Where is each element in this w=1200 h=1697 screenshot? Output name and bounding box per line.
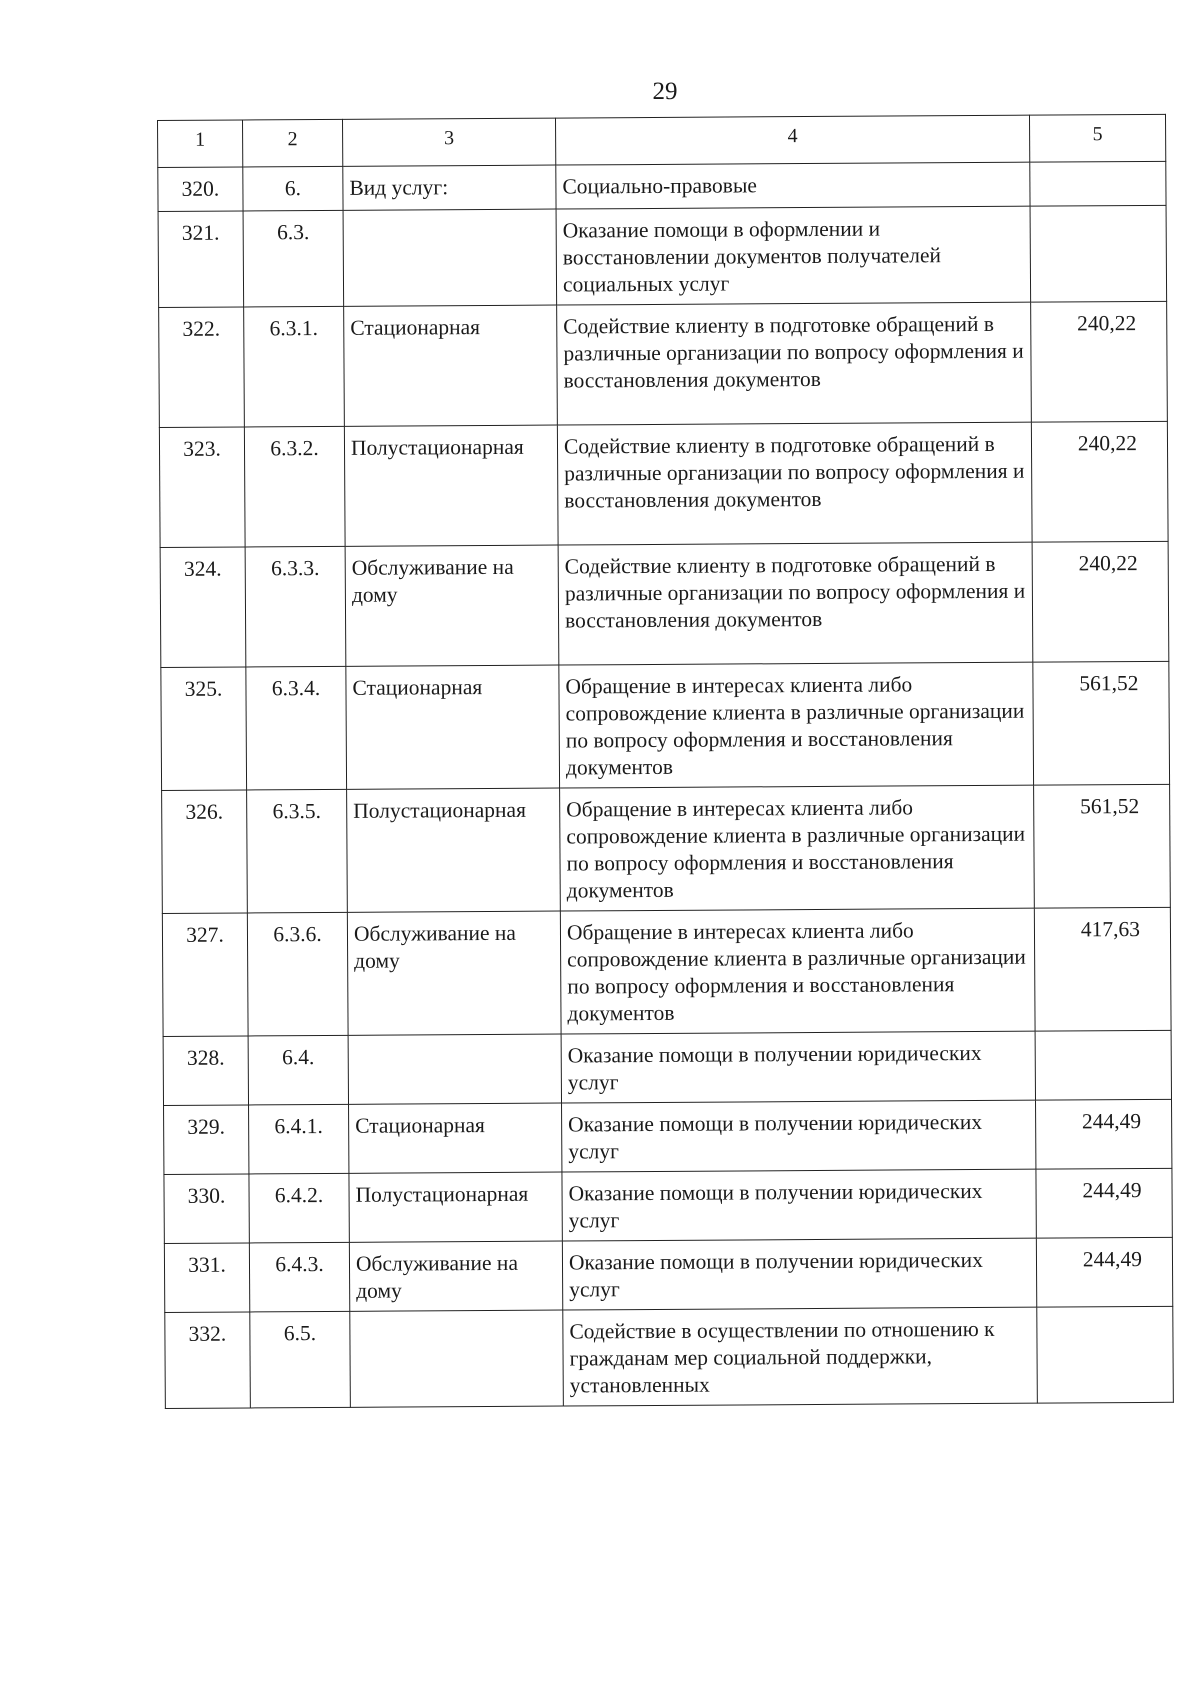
- row-number-cell: 325.: [161, 667, 247, 791]
- service-code-cell: 6.3.: [243, 210, 344, 307]
- row-number-cell: 327.: [162, 913, 248, 1037]
- column-header: 4: [555, 115, 1029, 165]
- tariff-price-cell: 240,22: [1031, 301, 1168, 422]
- table-row: [162, 907, 1171, 1036]
- tariff-price-cell: [1030, 161, 1166, 206]
- service-code-cell: 6.4.: [248, 1035, 348, 1105]
- table-row: [163, 1030, 1171, 1105]
- service-form-cell: Стационарная: [344, 305, 558, 426]
- service-form-cell: Стационарная: [346, 665, 560, 789]
- service-form-cell: [350, 1310, 564, 1407]
- service-code-cell: 6.3.2.: [244, 426, 345, 547]
- service-form-cell: Полустационарная: [347, 788, 561, 912]
- tariff-price-cell: 244,49: [1036, 1237, 1172, 1307]
- row-number-cell: 331.: [164, 1243, 249, 1313]
- table-row: [162, 784, 1171, 913]
- tariff-price-cell: 417,63: [1034, 907, 1171, 1031]
- service-description-cell: Содействие клиенту в подготовке обращений в различные организации по вопросу оформления и восстановления документов: [557, 422, 1032, 545]
- service-form-cell: Обслуживание на дому: [345, 545, 559, 666]
- service-form-cell: Обслуживание на дому: [347, 911, 561, 1035]
- service-form-cell: Вид услуг:: [343, 165, 556, 210]
- column-header: 1: [158, 120, 243, 168]
- tariff-price-cell: 561,52: [1033, 661, 1170, 785]
- service-description-cell: Оказание помощи в получении юридических услуг: [561, 1031, 1035, 1103]
- page-number: 29: [652, 78, 678, 105]
- row-number-cell: 328.: [163, 1036, 248, 1106]
- tariff-price-cell: 240,22: [1031, 421, 1168, 542]
- table-row: [164, 1099, 1172, 1174]
- row-number-cell: 323.: [159, 427, 245, 548]
- row-number-cell: 332.: [165, 1312, 251, 1409]
- table-row: [158, 205, 1167, 307]
- tariff-price-cell: 561,52: [1034, 784, 1171, 908]
- row-number-cell: 321.: [158, 211, 244, 308]
- tariff-price-cell: [1035, 1030, 1171, 1100]
- tariff-price-cell: 240,22: [1032, 541, 1169, 662]
- table-row: [164, 1237, 1172, 1312]
- table-row: [160, 541, 1169, 667]
- service-code-cell: 6.5.: [250, 1311, 351, 1408]
- table-row: [158, 161, 1166, 211]
- service-code-cell: 6.3.3.: [245, 546, 346, 667]
- service-form-cell: [343, 209, 557, 306]
- row-number-cell: 320.: [158, 167, 243, 212]
- table-row: [164, 1168, 1172, 1243]
- service-code-cell: 6.3.5.: [247, 789, 348, 913]
- service-code-cell: 6.3.6.: [247, 912, 348, 1036]
- service-description-cell: Содействие клиенту в подготовке обращений в различные организации по вопросу оформления и восстановления документов: [557, 302, 1032, 425]
- service-form-cell: Стационарная: [349, 1103, 562, 1173]
- table-row: [159, 301, 1168, 427]
- tariff-price-cell: [1030, 205, 1167, 302]
- service-code-cell: 6.3.1.: [244, 306, 345, 427]
- row-number-cell: 322.: [159, 307, 245, 428]
- tariff-price-cell: 244,49: [1036, 1168, 1172, 1238]
- row-number-cell: 330.: [164, 1174, 249, 1244]
- service-description-cell: Оказание помощи в получении юридических услуг: [562, 1100, 1036, 1172]
- service-form-cell: Обслуживание на дому: [349, 1241, 562, 1311]
- service-description-cell: Социально-правовые: [556, 162, 1030, 209]
- service-code-cell: 6.3.4.: [246, 666, 347, 790]
- service-description-cell: Оказание помощи в оформлении и восстановлении документов получателей социальных услуг: [556, 206, 1031, 305]
- table-row: [165, 1306, 1174, 1408]
- service-code-cell: 6.4.2.: [249, 1173, 349, 1243]
- table-row: [159, 421, 1168, 547]
- service-description-cell: Содействие клиенту в подготовке обращений в различные организации по вопросу оформления и восстановления документов: [558, 542, 1033, 665]
- row-number-cell: 329.: [164, 1105, 249, 1175]
- row-number-cell: 324.: [160, 547, 246, 668]
- table-row: [161, 661, 1170, 790]
- tariff-price-cell: 244,49: [1036, 1099, 1172, 1169]
- service-form-cell: Полустационарная: [349, 1172, 562, 1242]
- table-header-row: [158, 114, 1166, 167]
- row-number-cell: 326.: [162, 790, 248, 914]
- service-form-cell: Полустационарная: [344, 425, 558, 546]
- service-form-cell: [348, 1034, 561, 1104]
- service-code-cell: 6.: [243, 166, 343, 211]
- service-code-cell: 6.4.3.: [249, 1242, 349, 1312]
- service-description-cell: Оказание помощи в получении юридических услуг: [562, 1238, 1036, 1310]
- service-code-cell: 6.4.1.: [249, 1104, 349, 1174]
- service-description-cell: Обращение в интересах клиента либо сопровождение клиента в различные организации по вопросу оформления и восстановления документов: [560, 785, 1035, 911]
- service-description-cell: Оказание помощи в получении юридических услуг: [562, 1169, 1036, 1241]
- tariff-price-cell: [1037, 1306, 1174, 1403]
- column-header: 2: [243, 119, 343, 167]
- column-header: 3: [342, 118, 555, 166]
- tariff-table: [157, 114, 1174, 1409]
- service-description-cell: Обращение в интересах клиента либо сопровождение клиента в различные организации по вопросу оформления и восстановления документов: [559, 662, 1034, 788]
- service-description-cell: Содействие в осуществлении по отношению к гражданам мер социальной поддержки, установленных: [563, 1307, 1038, 1406]
- column-header: 5: [1029, 114, 1165, 162]
- service-description-cell: Обращение в интересах клиента либо сопровождение клиента в различные организации по вопросу оформления и восстановления документов: [560, 908, 1035, 1034]
